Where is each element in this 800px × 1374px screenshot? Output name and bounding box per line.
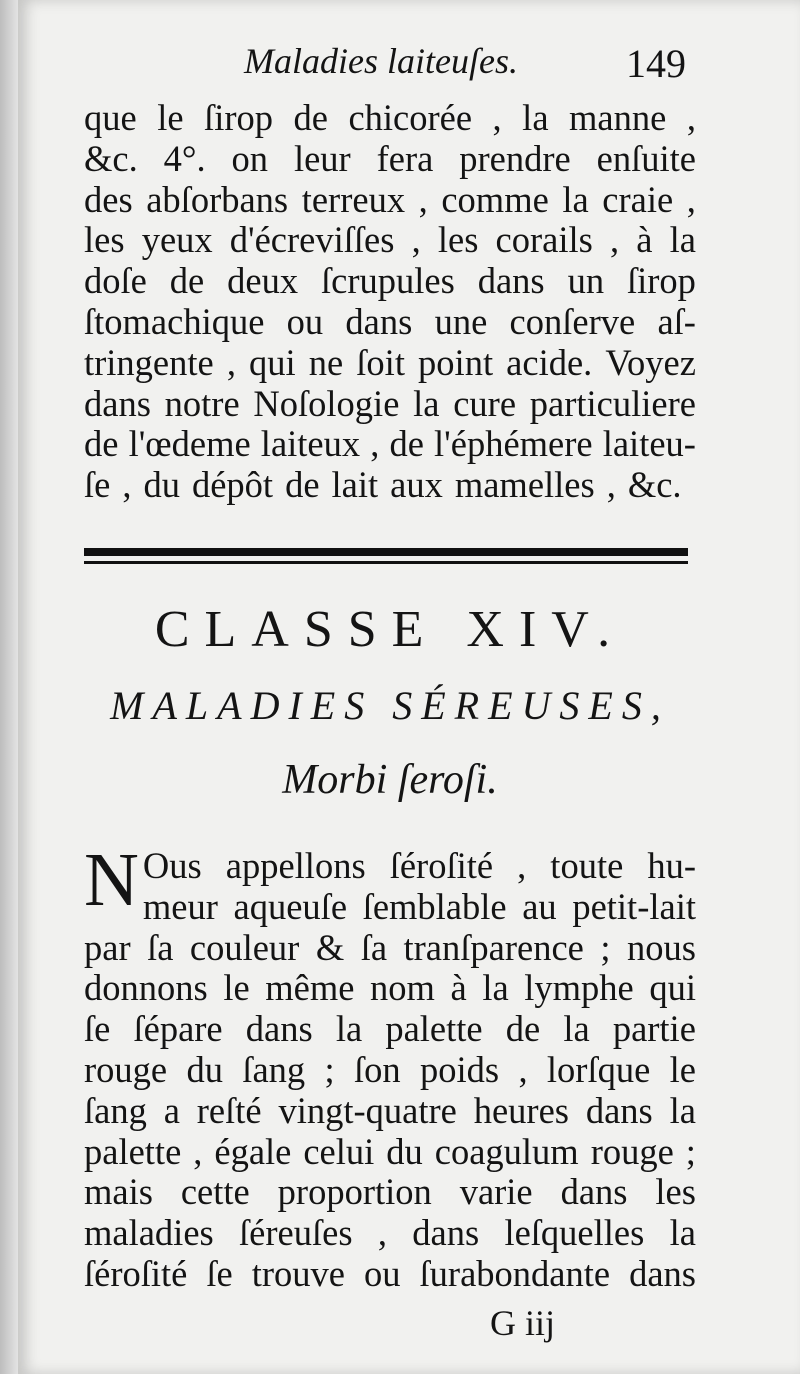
text-line: rouge du ſang ; ſon poids , lorſque le <box>84 1048 696 1090</box>
drop-cap: N <box>84 838 139 922</box>
text-line: ſéroſité ſe trouve ou ſurabondante dans <box>84 1252 696 1294</box>
latin-title: Morbi ſeroſi. <box>282 757 498 803</box>
running-header <box>84 40 696 96</box>
text-line: par ſa couleur & ſa tranſparence ; nous <box>84 926 696 968</box>
text-line: &c. 4°. on leur fera prendre enſuite <box>84 137 696 179</box>
text-line: ſe , du dépôt de lait aux mamelles , &c. <box>84 464 682 506</box>
running-title: Maladies laiteuſes. <box>244 41 518 81</box>
body-paragraph <box>84 838 696 1295</box>
text-line: donnons le même nom à la lymphe qui <box>84 967 696 1009</box>
text-line: de l'œdeme laiteux , de l'éphémere laiteu- <box>84 423 696 465</box>
signature-mark: G iij <box>490 1303 556 1343</box>
page-number: 149 <box>626 41 686 86</box>
body-line: meur aqueuſe ſemblable au petit-lait <box>142 885 696 927</box>
text-line: palette , égale celui du coagulum rouge ; <box>84 1130 696 1172</box>
text-line: tringente , qui ne ſoit point acide. Voyez <box>84 341 696 383</box>
text-line: dans notre Noſologie la cure particuliere <box>84 382 696 424</box>
text-line: maladies ſéreuſes , dans leſquelles la <box>84 1212 696 1254</box>
text-line: les yeux d'écreviſſes , les corails , à la <box>84 219 696 261</box>
body-first-line: Ous appellons ſéroſité , toute hu- <box>142 845 696 886</box>
text-line: ſe ſépare dans la palette de la partie <box>84 1008 696 1050</box>
text-line: des abſorbans terreux , comme la craie , <box>84 178 696 220</box>
text-line: doſe de deux ſcrupules dans un ſirop <box>84 260 696 302</box>
top-paragraph <box>84 98 696 506</box>
text-line: mais cette proportion varie dans les <box>84 1171 696 1213</box>
text-line: ſang a reſté vingt-quatre heures dans la <box>84 1089 696 1131</box>
class-title: CLASSE XIV. <box>154 601 626 658</box>
text-line: que le ſirop de chicorée , la manne , <box>84 97 696 138</box>
page-gutter <box>0 0 18 1374</box>
section-title: MALADIES SÉREUSES, <box>110 683 670 728</box>
section-divider-rule <box>84 548 688 564</box>
text-line: ſtomachique ou dans une conſerve aſ- <box>84 300 696 342</box>
